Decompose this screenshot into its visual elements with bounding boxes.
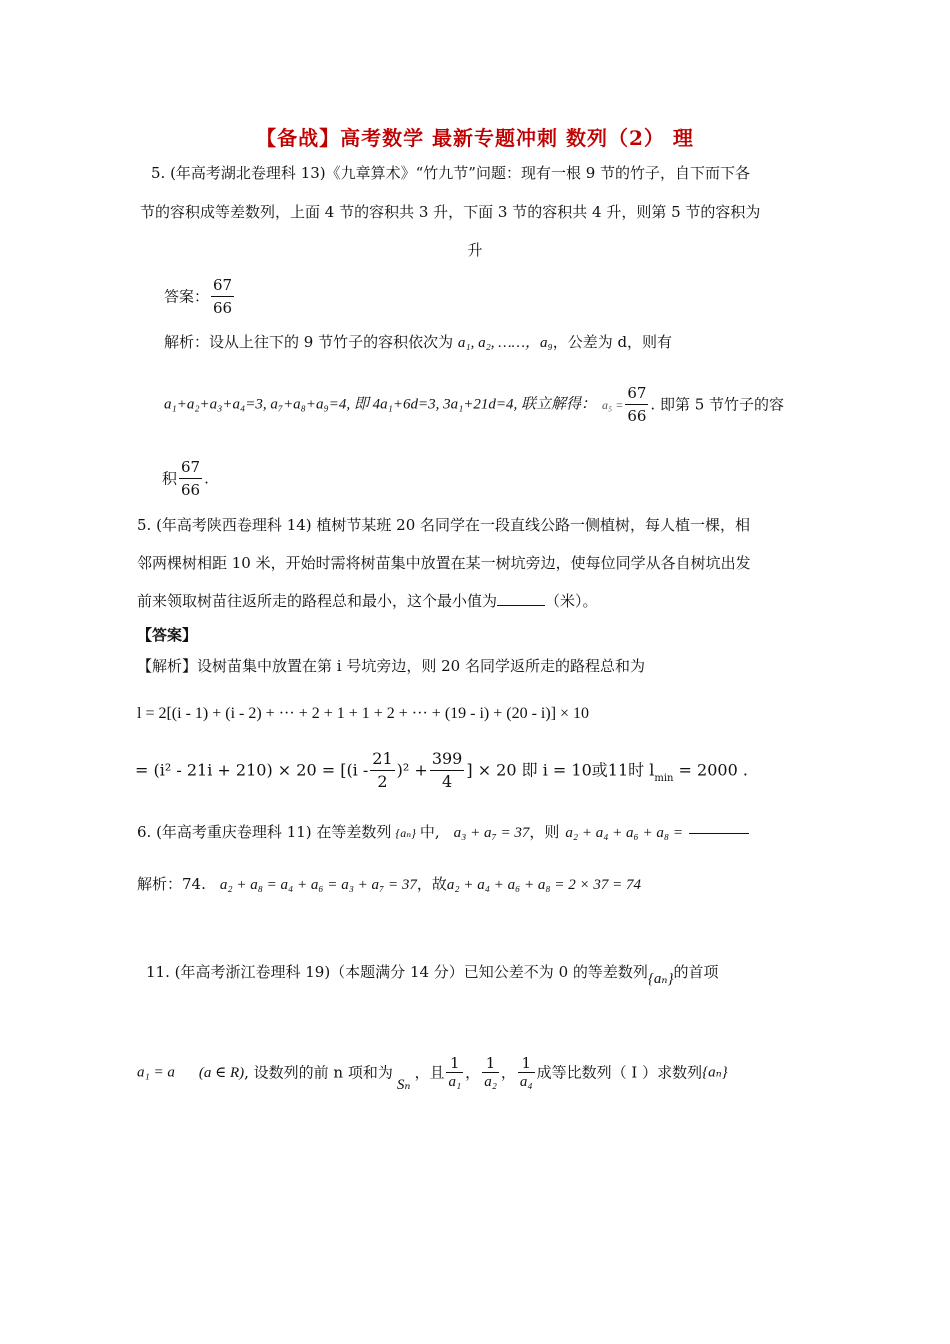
q3-line1-b: 中, [419, 823, 440, 841]
q1-vol-tail: . [204, 469, 209, 488]
q3-seq: {aₙ} [395, 826, 416, 840]
q3-line1-c: ，则 [529, 823, 560, 841]
q3-analysis [137, 874, 641, 895]
q4-f3-num: 1 [521, 1054, 532, 1072]
q1-vol-fraction [179, 456, 202, 501]
q2-line3-tail: （米）。 [545, 592, 598, 610]
q3-analysis-result: a₂ + a₄ + a₆ + a₈ = 2 × 37 = 74 [446, 877, 641, 893]
q1-vol-prefix: 积 [162, 469, 178, 488]
q1-answer-label: 答案： [164, 287, 210, 306]
q2-analysis: 【解析】设树苗集中放置在第 i 号坑旁边，则 20 名同学返所走的路程总和为 [137, 657, 645, 675]
q2-formula2-f2-den: 4 [430, 770, 465, 793]
q1-line1: 5. (年高考湖北卷理科 13)《九章算术》“竹九节”问题：现有一根 9 节的竹子，自下而下各 [151, 164, 751, 182]
q4-line1-text: 11. (年高考浙江卷理科 19)（本题满分 14 分）已知公差不为 0 的等差数列 [146, 963, 648, 981]
q2-answer-blank [497, 605, 545, 606]
q4-f1-num: 1 [450, 1054, 460, 1072]
q3-target: a₂ + a₄ + a₆ + a₈ = [565, 825, 683, 841]
q4-line2-d: ，且 [414, 1063, 445, 1082]
q2-line1: 5. (年高考陕西卷理科 14) 植树节某班 20 名同学在一段直线公路一侧植树，每人植一棵，相 [137, 516, 751, 534]
q4-seq2: {aₙ} [702, 1064, 728, 1081]
q4-f2-den: a₂ [484, 1074, 497, 1090]
q1-a5-fraction [625, 382, 648, 427]
q3-analysis-eq: a₂ + a₈ = a₄ + a₆ = a₃ + a₇ = 37 [219, 877, 417, 893]
q2-formula2-f1-num: 21 [372, 749, 393, 768]
q4-f3-den: a₄ [519, 1074, 533, 1090]
q1-analysis [164, 332, 672, 353]
q1-vol-numerator: 67 [181, 458, 201, 476]
q4-sn: Sₙ [396, 1076, 411, 1093]
q4-f1-den: a₁ [448, 1074, 462, 1090]
q3-analysis-mid: ，故 [416, 875, 447, 893]
q1-line3: 升 [467, 241, 483, 259]
q1-eq1: a₁+a₂+a₃+a₄=3, a₇+a₈+a₉=4, 即 4a₁+6d=3, 3a₁+21d=4, 联立解得： [164, 396, 597, 413]
q1-a5-lhs: a₅ = [602, 397, 624, 412]
q2-line3-text: 前来领取树苗往返所走的路程总和最小，这个最小值为 [137, 592, 498, 610]
q1-a5-denominator: 66 [625, 404, 648, 427]
q2-formula2-b: )² + [396, 760, 428, 780]
q2-formula2-d: = 2000 . [673, 760, 748, 780]
q4-f2-num: 1 [485, 1054, 496, 1072]
q2-formula2-fraction1 [370, 748, 394, 793]
q2-formula2-min: min [654, 773, 674, 784]
q4-line1-tail: 的首项 [673, 963, 719, 981]
q1-answer-denominator: 66 [211, 296, 234, 319]
q4-comma-1: ， [465, 1063, 481, 1082]
q1-a5-numerator: 67 [627, 384, 647, 402]
q1-answer-numerator: 67 [213, 276, 233, 294]
q2-answer-label: 【答案】 [137, 626, 198, 644]
document-title: 【备战】高考数学 最新专题冲刺 数列（2） 理 [256, 126, 694, 150]
q4-line1 [146, 962, 718, 989]
q4-fraction-1 [446, 1054, 463, 1091]
q2-line3 [137, 591, 598, 611]
q3-analysis-label: 解析：74. [137, 875, 206, 893]
q1-analysis-prefix: 解析：设从上往下的 9 节竹子的容积依次为 [164, 333, 458, 351]
q4-fraction-2 [482, 1054, 499, 1091]
q3-answer-blank [689, 833, 749, 834]
q4-comma-2: ， [500, 1063, 516, 1082]
q1-vol-denominator: 66 [179, 478, 202, 501]
q3-line1-a: 6. (年高考重庆卷理科 11) 在等差数列 [137, 823, 392, 841]
q2-formula2 [135, 748, 748, 798]
q4-line2-c: , 设数列的前 n 项和为 [244, 1063, 393, 1082]
q4-a1: a₁ = a [137, 1064, 175, 1081]
q4-line2-e: 成等比数列（ I ）求数列 [536, 1063, 703, 1082]
q2-formula2-f2-num: 399 [431, 749, 463, 768]
q4-line2 [137, 1054, 728, 1106]
q2-formula2-a: = (i² - 21i + 210) × 20 = [(i - [135, 760, 369, 780]
q2-formula2-f1-den: 2 [370, 770, 394, 793]
q1-line2: 节的容积成等差数列，上面 4 节的容积共 3 升，下面 3 节的容积共 4 升，则第 5 节的容积为 [140, 203, 761, 221]
q1-eq1-tail: . 即第 5 节竹子的容 [650, 395, 785, 414]
q1-analysis-a9: a₉ [539, 335, 553, 351]
q3-cond: a₃ + a₇ = 37 [453, 825, 530, 841]
q1-volume [162, 456, 209, 502]
q2-formula2-fraction2 [430, 748, 465, 793]
q1-answer [164, 274, 236, 322]
q4-a-range: (a ∈ R) [198, 1064, 245, 1081]
q1-answer-fraction [211, 274, 234, 319]
q2-line2: 邻两棵树相距 10 米，开始时需将树苗集中放置在某一树坑旁边，使每位同学从各自树坑出发 [137, 554, 751, 572]
q2-formula2-c: ] × 20 即 i = 10或11时 l [466, 760, 655, 780]
q1-analysis-seq: a₁, a₂, ……， [457, 335, 540, 351]
q3-line1 [137, 822, 749, 843]
q1-equation [164, 382, 784, 428]
q4-fraction-3 [518, 1054, 535, 1091]
q4-seq: {aₙ} [647, 971, 674, 987]
q2-formula1: l = 2[(i - 1) + (i - 2) + ··· + 2 + 1 + 1 + 2 + ··· + (19 - i) + (20 - i)] × 10 [137, 705, 590, 722]
q1-analysis-suffix: ，公差为 d，则有 [552, 333, 673, 351]
